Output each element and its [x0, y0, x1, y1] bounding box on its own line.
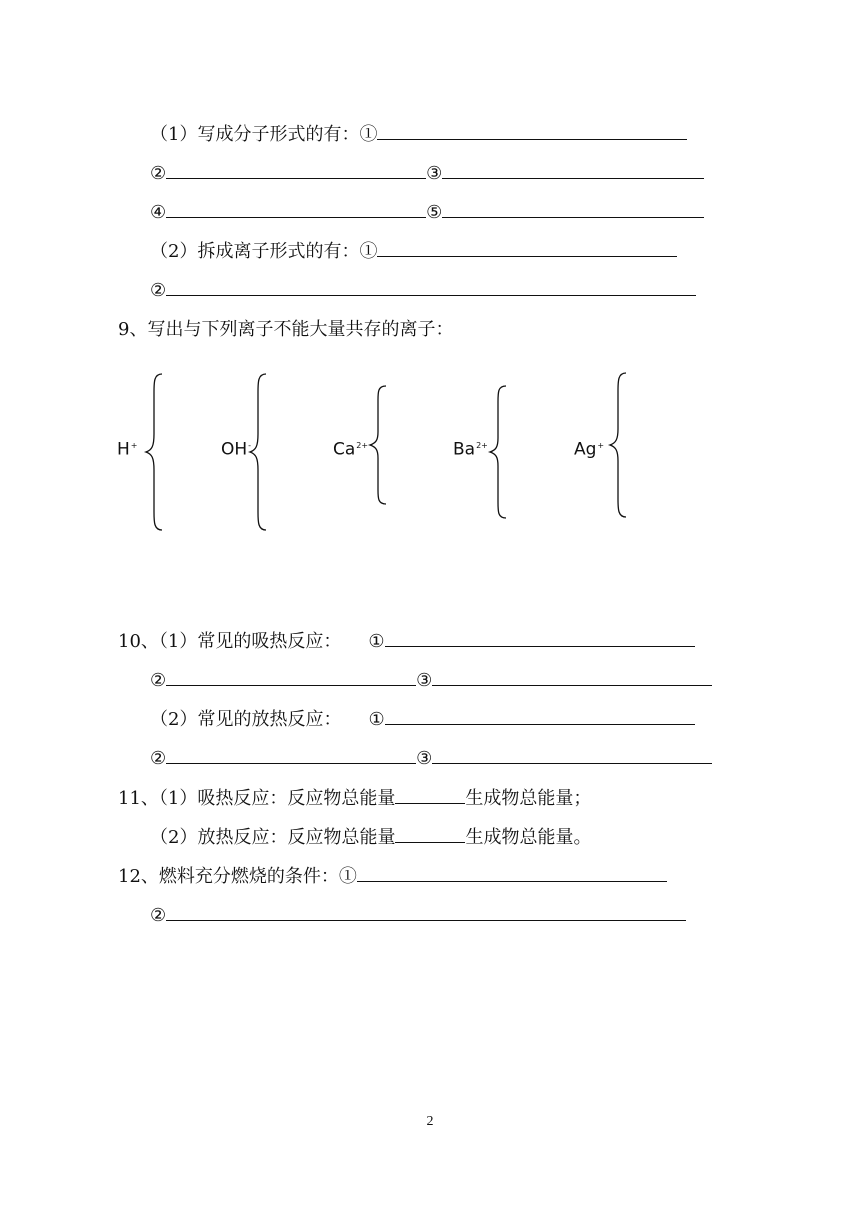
q11-part2-suffix: 生成物总能量。 — [465, 827, 592, 848]
brace-ca — [366, 384, 390, 506]
q10-part2-marker-2: ② — [150, 748, 167, 769]
ion-ag-charge: + — [597, 441, 605, 450]
q8-part2-answer-blank-1[interactable] — [377, 238, 677, 257]
q10-part2-answer-blank-2[interactable] — [166, 745, 416, 764]
q8-answer-blank-2[interactable] — [166, 160, 426, 179]
ion-h-charge: + — [130, 441, 138, 450]
q10-part2-marker-1: ① — [368, 709, 385, 730]
q8-part2-row-2 — [150, 277, 696, 303]
q11-part1-prefix: 11、（1）吸热反应：反应物总能量 — [118, 788, 396, 809]
q10-part2-answer-blank-3[interactable] — [432, 745, 712, 764]
q11-part1-suffix: 生成物总能量； — [465, 788, 592, 809]
q10-part2-marker-3: ③ — [416, 748, 433, 769]
q10-part1-answer-blank-1[interactable] — [385, 628, 695, 647]
q10-part2-row-2-3 — [150, 745, 712, 771]
ion-oh-charge: - — [248, 441, 252, 450]
q8-marker-5: ⑤ — [426, 202, 443, 223]
q8-answer-blank-3[interactable] — [442, 160, 704, 179]
q11-part2-answer-blank[interactable] — [395, 824, 465, 843]
ion-ca-charge: 2+ — [356, 441, 369, 450]
q10-part1-row-2-3 — [150, 667, 712, 693]
ion-ba-base: Ba — [453, 439, 476, 460]
q8-part2-line — [150, 238, 677, 264]
q10-part1-answer-blank-3[interactable] — [432, 667, 712, 686]
q11-part2-line — [150, 824, 591, 850]
q8-row-4-5 — [150, 199, 704, 225]
brace-oh — [246, 372, 270, 532]
page-number: 2 — [426, 1114, 434, 1129]
ion-ba-charge: 2+ — [476, 441, 488, 450]
q8-row-2-3 — [150, 160, 704, 186]
q8-marker-2: ② — [150, 163, 167, 184]
q10-part1-marker-2: ② — [150, 670, 167, 691]
q8-part2-label: （2）拆成离子形式的有：① — [150, 241, 378, 262]
q10-part2-line — [150, 706, 695, 732]
ion-oh-base: OH — [221, 439, 248, 460]
q8-answer-blank-1[interactable] — [377, 121, 687, 140]
q11-part2-prefix: （2）放热反应：反应物总能量 — [150, 827, 396, 848]
q11-part1-answer-blank[interactable] — [395, 785, 465, 804]
q12-line-2 — [150, 902, 686, 928]
q10-part1-answer-blank-2[interactable] — [166, 667, 416, 686]
q10-part1-marker-1: ① — [368, 631, 385, 652]
ion-ba — [453, 436, 488, 460]
q12-line-1 — [118, 863, 667, 889]
ion-h — [117, 436, 138, 460]
q12-label: 12、燃料充分燃烧的条件：① — [118, 866, 357, 887]
ion-h-base: H — [117, 439, 130, 460]
q10-part2-label: （2）常见的放热反应： — [150, 709, 342, 730]
q8-part1-label: （1）写成分子形式的有：① — [150, 124, 378, 145]
q8-part1-line — [150, 121, 687, 147]
brace-ag — [606, 371, 630, 519]
ion-ca — [333, 436, 368, 460]
q12-answer-blank-1[interactable] — [357, 863, 667, 882]
q10-part1-line — [118, 628, 695, 654]
q12-answer-blank-2[interactable] — [166, 902, 686, 921]
q10-part2-answer-blank-1[interactable] — [385, 706, 695, 725]
q8-answer-blank-4[interactable] — [166, 199, 426, 218]
brace-h — [142, 372, 166, 532]
ion-ca-base: Ca — [333, 439, 356, 460]
q8-marker-4: ④ — [150, 202, 167, 223]
q8-marker-3: ③ — [426, 163, 443, 184]
q8-answer-blank-5[interactable] — [442, 199, 704, 218]
ion-ag-base: Ag — [574, 439, 597, 460]
q8-part2-answer-blank-2[interactable] — [166, 277, 696, 296]
q10-part1-label: 10、（1）常见的吸热反应： — [118, 631, 342, 652]
ion-ag — [574, 436, 604, 460]
q12-marker-2: ② — [150, 905, 167, 926]
q11-part1-line — [118, 785, 591, 811]
q10-part1-marker-3: ③ — [416, 670, 433, 691]
brace-ba — [486, 384, 510, 520]
q9-prompt: 9、写出与下列离子不能大量共存的离子： — [118, 319, 454, 340]
q8-part2-marker-2: ② — [150, 280, 167, 301]
